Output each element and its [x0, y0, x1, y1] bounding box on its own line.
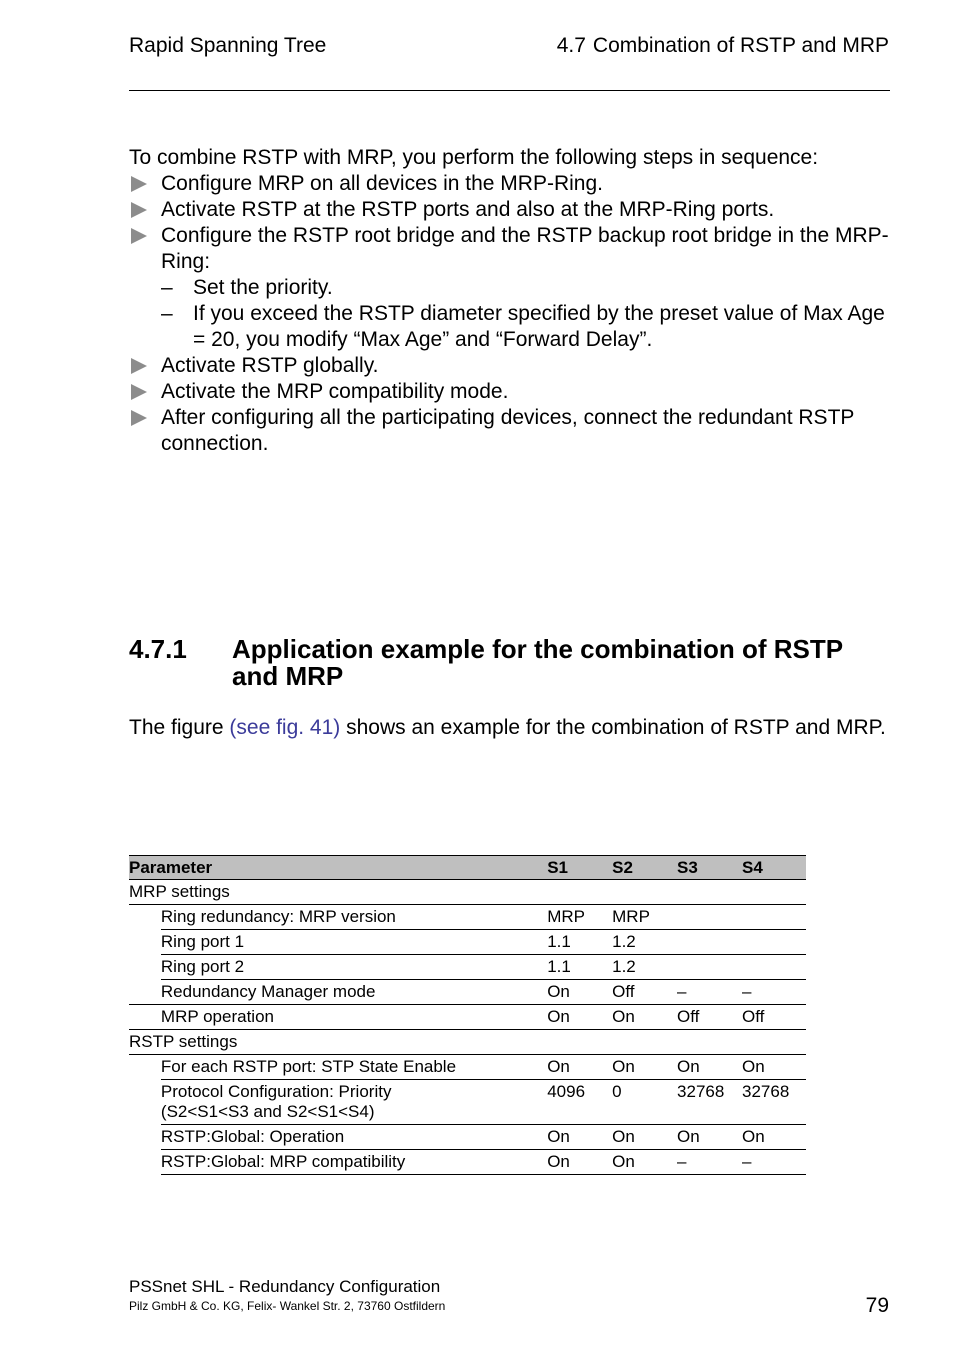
value-cell-s2: On — [612, 1150, 677, 1175]
value-cell-s1: MRP — [547, 905, 612, 930]
value-cell-s1: 1.1 — [547, 955, 612, 980]
value-cell-s4: 32768 — [742, 1080, 806, 1125]
value-cell-s2: 1.2 — [612, 955, 677, 980]
triangle-bullet-icon — [131, 202, 147, 218]
header-s3: S3 — [677, 856, 742, 880]
substep-text: Set the priority. — [193, 276, 333, 299]
value-cell-s3: 32768 — [677, 1080, 742, 1125]
dash-bullet: – — [161, 302, 173, 325]
step-text: Configure MRP on all devices in the MRP-Ring. — [161, 172, 603, 195]
value-cell-s4: On — [742, 1125, 806, 1150]
value-cell-s4: – — [742, 980, 806, 1005]
substep-item — [129, 301, 899, 353]
step-text: Activate RSTP globally. — [161, 354, 379, 377]
value-cell-s3 — [677, 930, 742, 955]
table-group-row — [129, 1030, 806, 1055]
table-row — [129, 980, 806, 1005]
value-cell-s3: – — [677, 980, 742, 1005]
triangle-bullet-icon — [131, 176, 147, 192]
value-cell-s4: – — [742, 1150, 806, 1175]
value-cell-s4: On — [742, 1055, 806, 1080]
param-cell: MRP operation — [161, 1005, 547, 1030]
header-rule — [129, 90, 890, 91]
triangle-bullet-icon — [131, 358, 147, 374]
footer-document-title: PSSnet SHL - Redundancy Configuration — [129, 1277, 441, 1296]
running-header-section-number: 4.7 — [556, 34, 586, 57]
value-cell-s2: On — [612, 1125, 677, 1150]
value-cell-s3 — [677, 955, 742, 980]
table-row — [129, 1005, 806, 1030]
param-cell: Ring port 1 — [161, 930, 547, 955]
intro-lead: To combine RSTP with MRP, you perform the following steps in sequence: — [129, 146, 819, 169]
value-cell-s2: 0 — [612, 1080, 677, 1125]
step-item — [129, 197, 899, 223]
param-cell: RSTP:Global: Operation — [161, 1125, 547, 1150]
param-cell: Ring port 2 — [161, 955, 547, 980]
value-cell-s2: MRP — [612, 905, 677, 930]
table-row — [129, 1125, 806, 1150]
step-text: Activate RSTP at the RSTP ports and also at the MRP-Ring ports. — [161, 198, 775, 221]
triangle-bullet-icon — [131, 384, 147, 400]
table-header-row — [129, 856, 806, 880]
value-cell-s2: On — [612, 1055, 677, 1080]
step-text: Configure the RSTP root bridge and the RSTP backup root bridge in the MRP-Ring: — [161, 224, 889, 273]
header-s1: S1 — [547, 856, 612, 880]
table-row — [129, 955, 806, 980]
table-group-row — [129, 880, 806, 905]
running-header-chapter: Rapid Spanning Tree — [129, 34, 327, 57]
step-item — [129, 353, 899, 379]
group-label: MRP settings — [129, 880, 806, 905]
parameter-table — [129, 855, 806, 1175]
value-cell-s1: On — [547, 1005, 612, 1030]
value-cell-s3 — [677, 905, 742, 930]
value-cell-s3: Off — [677, 1005, 742, 1030]
value-cell-s1: 4096 — [547, 1080, 612, 1125]
group-label: RSTP settings — [129, 1030, 806, 1055]
param-cell: For each RSTP port: STP State Enable — [161, 1055, 547, 1080]
figure-reference-paragraph — [129, 715, 889, 741]
footer-address: Pilz GmbH & Co. KG, Felix- Wankel Str. 2, 73760 Ostfildern — [129, 1299, 446, 1313]
param-cell: Ring redundancy: MRP version — [161, 905, 547, 930]
param-cell — [161, 1080, 547, 1125]
header-parameter: Parameter — [129, 856, 547, 880]
section-title: Application example for the combination of RSTP and MRP — [232, 634, 843, 691]
step-text: After configuring all the participating devices, connect the redundant RSTP connection. — [161, 406, 855, 455]
figure-text-before: The figure — [129, 716, 230, 739]
value-cell-s3: On — [677, 1125, 742, 1150]
header-s4: S4 — [742, 856, 806, 880]
value-cell-s2: Off — [612, 980, 677, 1005]
section-number: 4.7.1 — [129, 634, 187, 664]
value-cell-s1: On — [547, 1055, 612, 1080]
table-row — [129, 905, 806, 930]
figure-link[interactable]: (see fig. 41) — [229, 716, 341, 739]
table-row — [129, 1055, 806, 1080]
figure-text-after: shows an example for the combination of RSTP and MRP. — [340, 716, 886, 739]
running-header-section — [557, 33, 889, 59]
value-cell-s2: 1.2 — [612, 930, 677, 955]
value-cell-s1: On — [547, 980, 612, 1005]
table-row — [129, 930, 806, 955]
substep-item — [129, 275, 899, 301]
running-header-section-title: Combination of RSTP and MRP — [592, 34, 889, 57]
param-cell: Redundancy Manager mode — [161, 980, 547, 1005]
step-item — [129, 379, 899, 405]
param-cell: RSTP:Global: MRP compatibility — [161, 1150, 547, 1175]
step-text: Activate the MRP compatibility mode. — [161, 380, 509, 403]
value-cell-s1: On — [547, 1125, 612, 1150]
dash-bullet: – — [161, 276, 173, 299]
value-cell-s4 — [742, 955, 806, 980]
triangle-bullet-icon — [131, 228, 147, 244]
value-cell-s4 — [742, 905, 806, 930]
intro-block — [129, 145, 899, 457]
value-cell-s4: Off — [742, 1005, 806, 1030]
triangle-bullet-icon — [131, 410, 147, 426]
table-row — [129, 1080, 806, 1125]
param-line-2: (S2<S1<S3 and S2<S1<S4) — [160, 1102, 375, 1121]
value-cell-s1: 1.1 — [547, 930, 612, 955]
value-cell-s1: On — [547, 1150, 612, 1175]
page-number: 79 — [865, 1294, 889, 1317]
value-cell-s2: On — [612, 1005, 677, 1030]
step-item — [129, 171, 899, 197]
value-cell-s4 — [742, 930, 806, 955]
step-item — [129, 405, 899, 457]
step-item — [129, 223, 899, 275]
value-cell-s3: On — [677, 1055, 742, 1080]
param-line: Protocol Configuration: Priority — [160, 1082, 392, 1101]
value-cell-s3: – — [677, 1150, 742, 1175]
header-s2: S2 — [612, 856, 677, 880]
table-row — [129, 1150, 806, 1175]
substep-text: If you exceed the RSTP diameter specified by the preset value of Max Age = 20, you modify “Max Age” and “Forward Delay”. — [193, 302, 885, 351]
